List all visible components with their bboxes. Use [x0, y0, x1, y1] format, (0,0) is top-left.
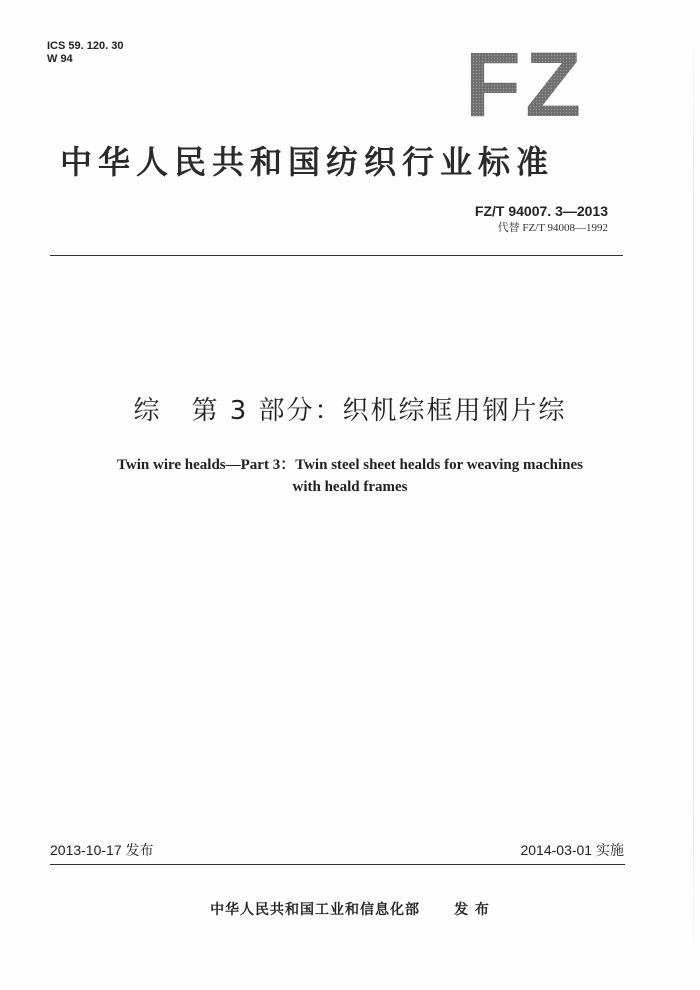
- classification-codes: [47, 40, 123, 66]
- header-divider: [50, 255, 623, 256]
- standard-number: FZ/T 94007. 3—2013: [474, 203, 608, 219]
- issue-date: 2013-10-17 发布: [50, 842, 154, 858]
- replaces-standard: 代替 FZ/T 94008—1992: [497, 222, 608, 234]
- ccs-code: W 94: [47, 53, 73, 65]
- implementation-date: 2014-03-01 实施: [520, 842, 624, 858]
- publisher-line: [0, 899, 700, 919]
- fz-logo: [445, 48, 605, 120]
- publish-action: 发 布: [454, 902, 490, 918]
- standard-title-en: [0, 454, 700, 498]
- title-en-line1: Twin wire healds—Part 3：Twin steel sheet healds for weaving machines: [117, 457, 583, 473]
- title-cn-part1: 综: [133, 396, 162, 426]
- title-en-line2: with heald frames: [292, 479, 408, 495]
- title-cn-part2: 第 3 部分：织机综框用钢片综: [191, 396, 567, 426]
- standard-title-cn: [0, 390, 700, 427]
- fz-logo-text: FZ: [464, 48, 586, 120]
- organization-title: 中华人民共和国纺织行业标准: [60, 143, 555, 181]
- footer-divider: [50, 864, 625, 865]
- ics-code: ICS 59. 120. 30: [47, 40, 124, 52]
- publisher-name: 中华人民共和国工业和信息化部: [210, 902, 421, 918]
- scan-edge-line: [693, 0, 694, 990]
